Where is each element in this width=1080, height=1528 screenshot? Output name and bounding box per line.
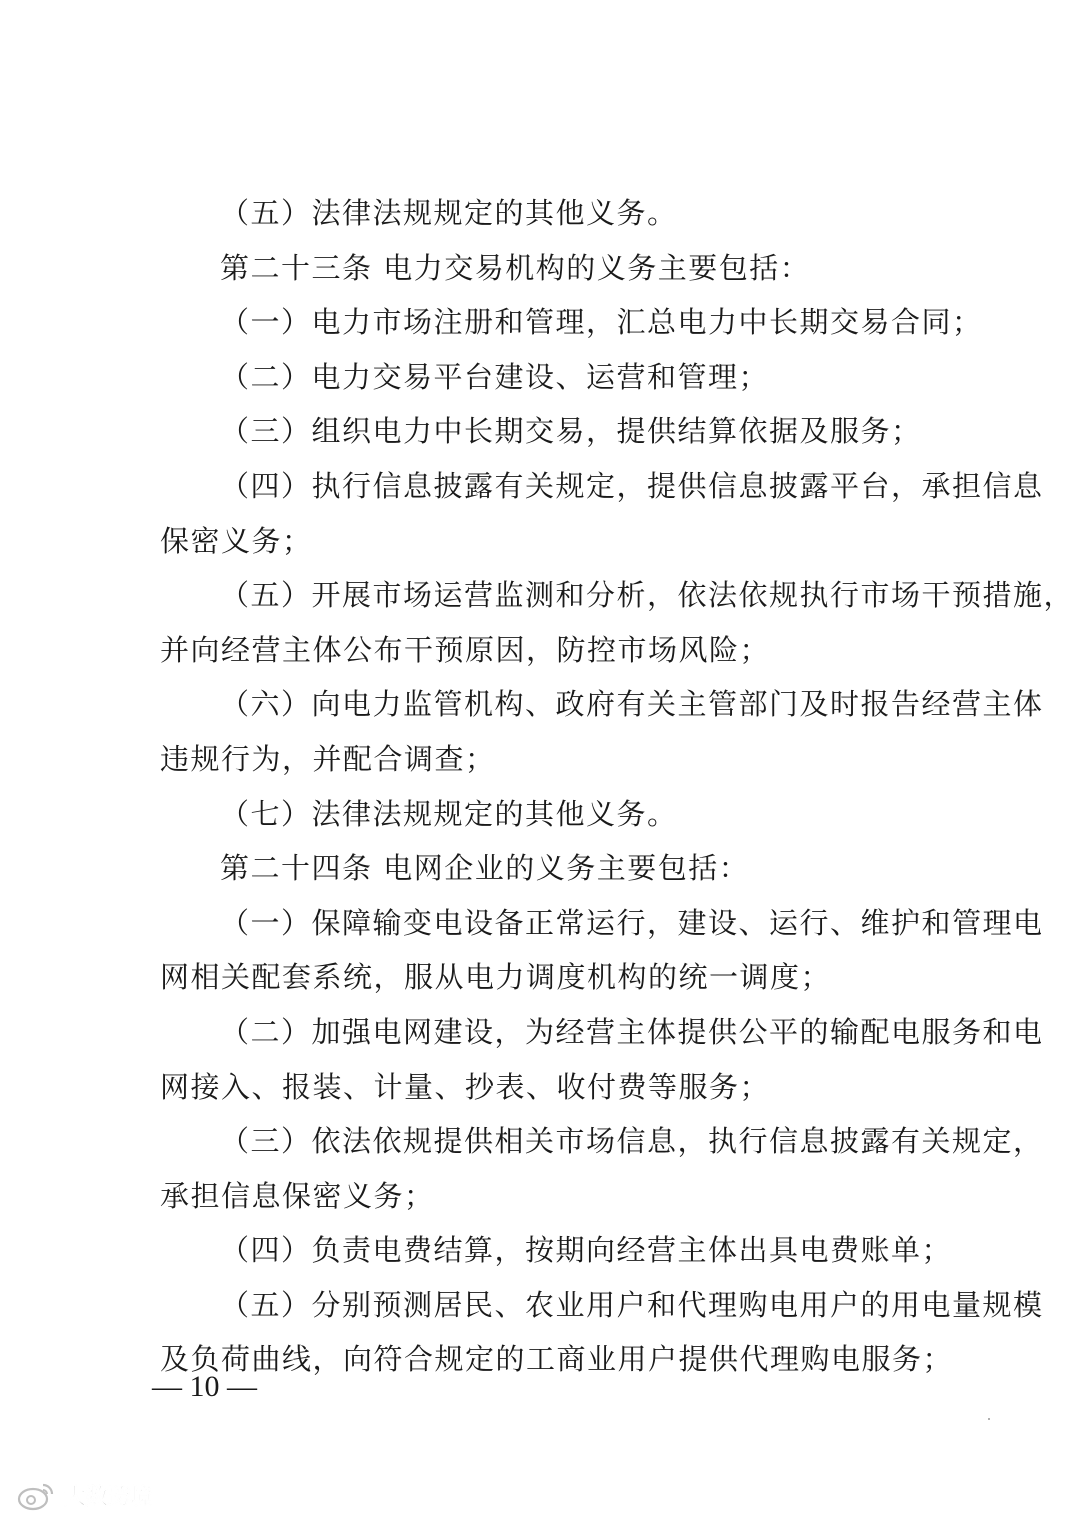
- watermark: [16, 1480, 152, 1511]
- text-line: （四）负责电费结算，按期向经营主体出具电费账单；: [220, 1233, 953, 1268]
- text-line: （三）依法依规提供相关市场信息，执行信息披露有关规定，: [220, 1124, 1044, 1159]
- text-line: （二）加强电网建设，为经营主体提供公平的输配电服务和电: [220, 1014, 1044, 1049]
- text-line: 第二十三条 电力交易机构的义务主要包括：: [220, 250, 811, 285]
- scan-speck: [988, 1418, 990, 1420]
- text-line: 网接入、报装、计量、抄表、收付费等服务；: [160, 1069, 771, 1104]
- text-line: （五）开展市场运营监测和分析，依法依规执行市场干预措施，: [220, 578, 1075, 613]
- text-line: （三）组织电力中长期交易，提供结算依据及服务；: [220, 414, 922, 449]
- text-line: 及负荷曲线，向符合规定的工商业用户提供代理购电服务；: [160, 1342, 954, 1377]
- text-line: （四）执行信息披露有关规定，提供信息披露平台，承担信息: [220, 468, 1044, 503]
- text-line: （五）分别预测居民、农业用户和代理购电用户的用电量规模: [220, 1287, 1044, 1322]
- text-line: 第二十四条 电网企业的义务主要包括：: [220, 851, 750, 886]
- text-line: （七）法律法规规定的其他义务。: [220, 796, 678, 831]
- watermark-text: 大数跨境: [64, 1485, 153, 1510]
- weibo-logo-icon: [16, 1481, 56, 1511]
- text-line: 承担信息保密义务；: [160, 1178, 435, 1213]
- text-line: 保密义务；: [160, 523, 313, 558]
- text-line: （二）电力交易平台建设、运营和管理；: [220, 359, 770, 394]
- text-line: （一）电力市场注册和管理，汇总电力中长期交易合同；: [220, 305, 983, 340]
- document-body: [160, 186, 1075, 1387]
- page-number: — 10 —: [152, 1370, 257, 1403]
- text-line: 违规行为，并配合调查；: [160, 741, 496, 776]
- text-line: 网相关配套系统，服从电力调度机构的统一调度；: [160, 960, 832, 995]
- text-line: （六）向电力监管机构、政府有关主管部门及时报告经营主体: [220, 687, 1044, 722]
- text-line: 并向经营主体公布干预原因，防控市场风险；: [160, 632, 771, 667]
- text-line: （五）法律法规规定的其他义务。: [220, 196, 678, 230]
- text-line: （一）保障输变电设备正常运行，建设、运行、维护和管理电: [220, 905, 1044, 940]
